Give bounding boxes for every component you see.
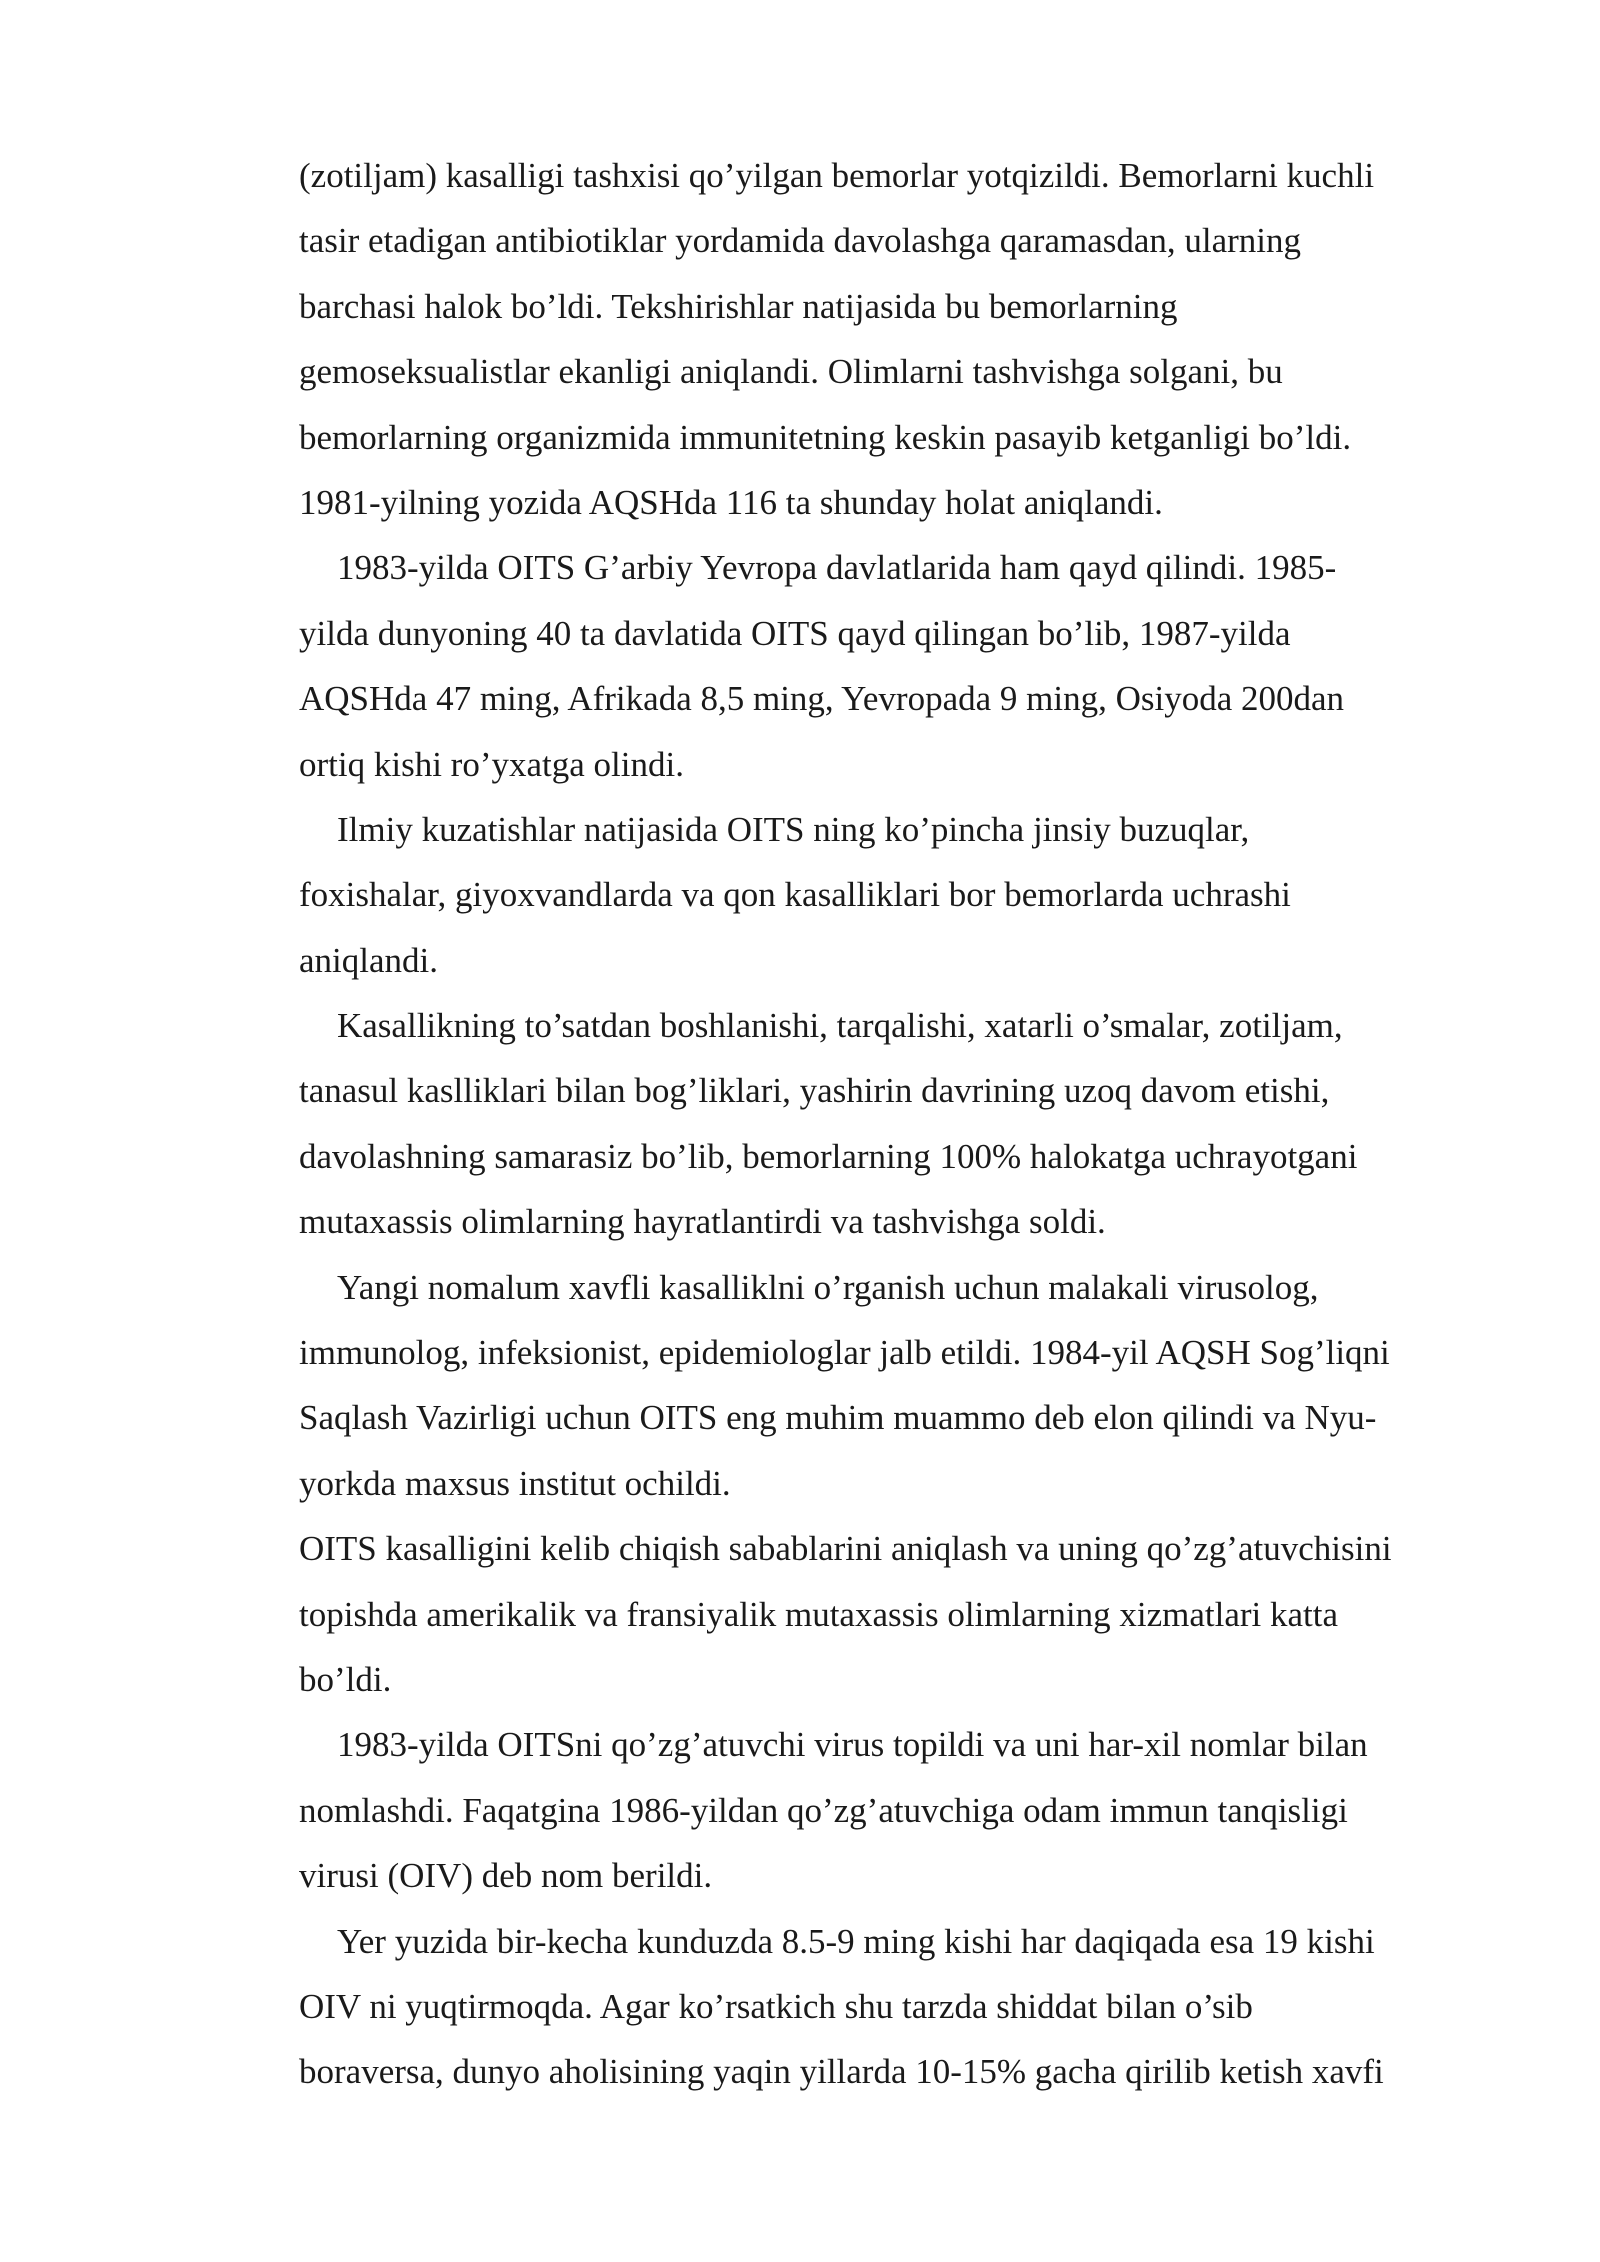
text-line: aniqlandi. bbox=[299, 940, 438, 980]
text-line: davolashning samarasiz bo’lib, bemorlarning 100% halokatga uchrayotgani bbox=[299, 1136, 1358, 1176]
text-line: immunolog, infeksionist, epidemiologlar jalb etildi. 1984-yil AQSH Sog’liqni bbox=[299, 1333, 1390, 1373]
text-line: OITS kasalligini kelib chiqish sabablarini aniqlash va uning qo’zg’atuvchisini bbox=[299, 1529, 1392, 1569]
text-line: 1981-yilning yozida AQSHda 116 ta shunday holat aniqlandi. bbox=[299, 482, 1163, 522]
text-line: yilda dunyoning 40 ta davlatida OITS qayd qilingan bo’lib, 1987-yilda bbox=[299, 613, 1291, 653]
text-line: AQSHda 47 ming, Afrikada 8,5 ming, Yevropada 9 ming, Osiyoda 200dan bbox=[299, 679, 1345, 719]
text-line: boraversa, dunyo aholisining yaqin yillarda 10-15% gacha qirilib ketish xavfi bbox=[299, 2052, 1384, 2092]
paragraph-first-line: Yangi nomalum xavfli kasalliklni o’rganish uchun malakali virusolog, bbox=[337, 1267, 1319, 1307]
text-line: ortiq kishi ro’yxatga olindi. bbox=[299, 744, 684, 784]
text-line: Saqlash Vazirligi uchun OITS eng muhim muammo deb elon qilindi va Nyu- bbox=[299, 1398, 1377, 1438]
paragraph-first-line: Kasallikning to’satdan boshlanishi, tarqalishi, xatarli o’smalar, zotiljam, bbox=[337, 1006, 1343, 1046]
text-line: gemoseksualistlar ekanligi aniqlandi. Olimlarni tashvishga solgani, bu bbox=[299, 352, 1283, 392]
text-line: nomlashdi. Faqatgina 1986-yildan qo’zg’atuvchiga odam immun tanqisligi bbox=[299, 1790, 1348, 1830]
text-line: tanasul kaslliklari bilan bog’liklari, yashirin davrining uzoq davom etishi, bbox=[299, 1071, 1330, 1111]
text-line: virusi (OIV) deb nom berildi. bbox=[299, 1856, 713, 1896]
paragraph-first-line: Yer yuzida bir-kecha kunduzda 8.5-9 ming kishi har daqiqada esa 19 kishi bbox=[337, 1921, 1375, 1961]
text-line: foxishalar, giyoxvandlarda va qon kasalliklari bor bemorlarda uchrashi bbox=[299, 875, 1291, 915]
text-line: yorkda maxsus institut ochildi. bbox=[299, 1463, 731, 1503]
text-line: mutaxassis olimlarning hayratlantirdi va tashvishga soldi. bbox=[299, 1202, 1106, 1242]
text-line: topishda amerikalik va fransiyalik mutaxassis olimlarning xizmatlari katta bbox=[299, 1594, 1339, 1634]
text-line: bo’ldi. bbox=[299, 1659, 392, 1699]
text-line: tasir etadigan antibiotiklar yordamida davolashga qaramasdan, ularning bbox=[299, 221, 1302, 261]
paragraph-first-line: 1983-yilda OITSni qo’zg’atuvchi virus topildi va uni har-xil nomlar bilan bbox=[337, 1725, 1368, 1765]
body-text bbox=[299, 150, 1499, 2112]
text-line: bemorlarning organizmida immunitetning keskin pasayib ketganligi bo’ldi. bbox=[299, 417, 1352, 457]
paragraph-first-line: Ilmiy kuzatishlar natijasida OITS ning ko’pincha jinsiy buzuqlar, bbox=[337, 809, 1250, 849]
text-line: OIV ni yuqtirmoqda. Agar ko’rsatkich shu tarzda shiddat bilan o’sib bbox=[299, 1986, 1253, 2026]
text-line: (zotiljam) kasalligi tashxisi qo’yilgan bemorlar yotqizildi. Bemorlarni kuchli bbox=[299, 156, 1375, 195]
text-line: barchasi halok bo’ldi. Tekshirishlar natijasida bu bemorlarning bbox=[299, 286, 1178, 326]
paragraph-first-line: 1983-yilda OITS G’arbiy Yevropa davlatlarida ham qayd qilindi. 1985- bbox=[337, 548, 1337, 588]
